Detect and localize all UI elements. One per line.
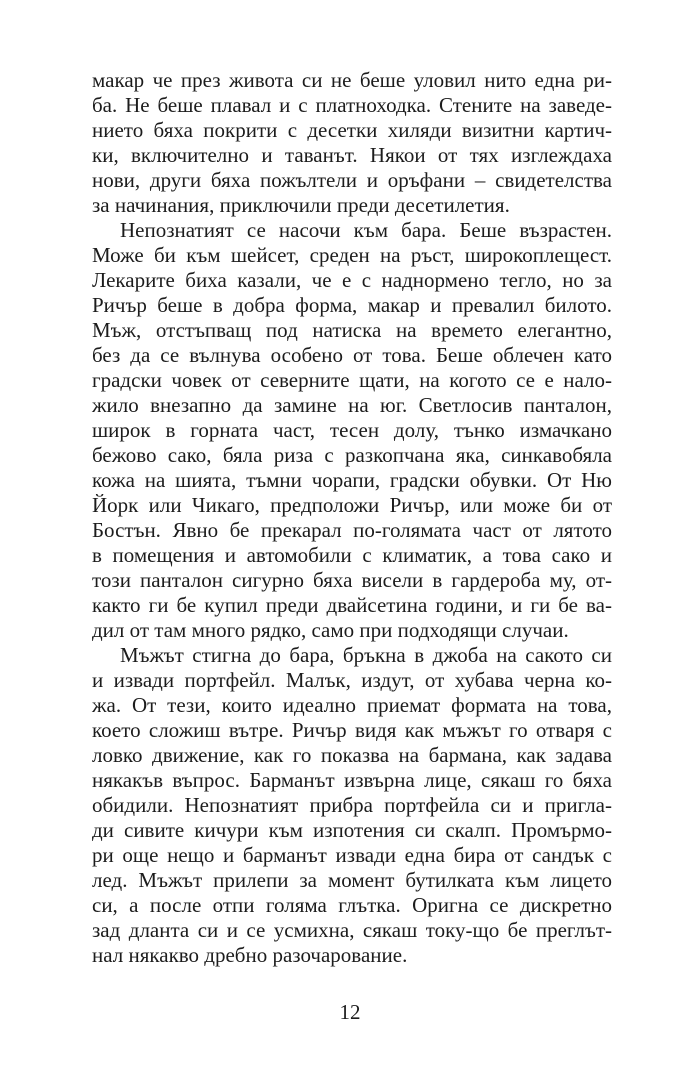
text-line: нал някакво дребно разочарование. bbox=[92, 943, 408, 967]
text-line: макар че през живота си не беше уловил нито една ри- bbox=[92, 68, 612, 92]
paragraph-1 bbox=[92, 68, 612, 218]
text-line: Мъжът стигна до бара, бръкна в джоба на сакото си bbox=[120, 643, 612, 667]
paragraph-2 bbox=[92, 218, 612, 643]
text-line: зад дланта си и се усмихна, сякаш току-що бе преглът- bbox=[92, 918, 612, 942]
text-line: Непознатият се насочи към бара. Беше възрастен. bbox=[120, 218, 612, 242]
text-line: ри още нещо и барманът извади една бира от сандък с bbox=[92, 843, 612, 867]
body-text bbox=[92, 68, 612, 968]
text-line: ди сивите кичури към изпотения си скалп. Промърмо- bbox=[92, 818, 612, 842]
text-line: без да се вълнува особено от това. Беше облечен като bbox=[92, 343, 612, 367]
text-line: лед. Мъжът прилепи за момент бутилката към лицето bbox=[92, 868, 612, 892]
text-line: Ричър беше в добра форма, макар и превалил билото. bbox=[92, 293, 612, 317]
text-line: Бостън. Явно бе прекарал по-голямата част от лятото bbox=[92, 518, 612, 542]
text-line: ки, включително и таванът. Някои от тях изглеждаха bbox=[92, 143, 612, 167]
text-line: този панталон сигурно бяха висели в гардероба му, от- bbox=[92, 568, 612, 592]
text-line: както ги бе купил преди двайсетина години, и ги бе ва- bbox=[92, 593, 612, 617]
paragraph-3 bbox=[92, 643, 612, 968]
text-line: дил от там много рядко, само при подходящи случаи. bbox=[92, 618, 569, 642]
text-line: обидили. Непознатият прибра портфейла си и пригла- bbox=[92, 793, 612, 817]
text-line: ловко движение, как го показва на бармана, как задава bbox=[92, 743, 612, 767]
text-line: Може би към шейсет, среден на ръст, широкоплещест. bbox=[92, 243, 612, 267]
text-line: градски човек от северните щати, на когото се е нало- bbox=[92, 368, 612, 392]
text-line: и извади портфейл. Малък, издут, от хубава черна ко- bbox=[92, 668, 612, 692]
text-line: нови, други бяха пожълтели и оръфани – свидетелства bbox=[92, 168, 612, 192]
text-line: Йорк или Чикаго, предположи Ричър, или може би от bbox=[92, 493, 612, 517]
text-line: Мъж, отстъпващ под натиска на времето елегантно, bbox=[92, 318, 612, 342]
text-line: кожа на шията, тъмни чорапи, градски обувки. От Ню bbox=[92, 468, 612, 492]
text-line: което сложиш вътре. Ричър видя как мъжът го отваря с bbox=[92, 718, 612, 742]
text-line: си, а после отпи голяма глътка. Оригна се дискретно bbox=[92, 893, 612, 917]
text-line: някакъв въпрос. Барманът извърна лице, сякаш го бяха bbox=[92, 768, 612, 792]
text-line: бежово сако, бяла риза с разкопчана яка, синкавобяла bbox=[92, 443, 612, 467]
text-line: за начинания, приключили преди десетилетия. bbox=[92, 193, 510, 217]
text-line: ба. Не беше плавал и с платноходка. Стените на заведе- bbox=[92, 93, 612, 117]
text-line: жило внезапно да замине на юг. Светлосив панталон, bbox=[92, 393, 612, 417]
text-line: Лекарите биха казали, че е с наднормено тегло, но за bbox=[92, 268, 612, 292]
text-line: широк в горната част, тесен долу, тънко измачкано bbox=[92, 418, 612, 442]
page-number: 12 bbox=[339, 1000, 361, 1024]
text-line: в помещения и автомобили с климатик, а това сако и bbox=[92, 543, 612, 567]
text-line: жа. От тези, които идеално приемат формата на това, bbox=[92, 693, 612, 717]
text-line: нието бяха покрити с десетки хиляди визитни картич- bbox=[92, 118, 612, 142]
